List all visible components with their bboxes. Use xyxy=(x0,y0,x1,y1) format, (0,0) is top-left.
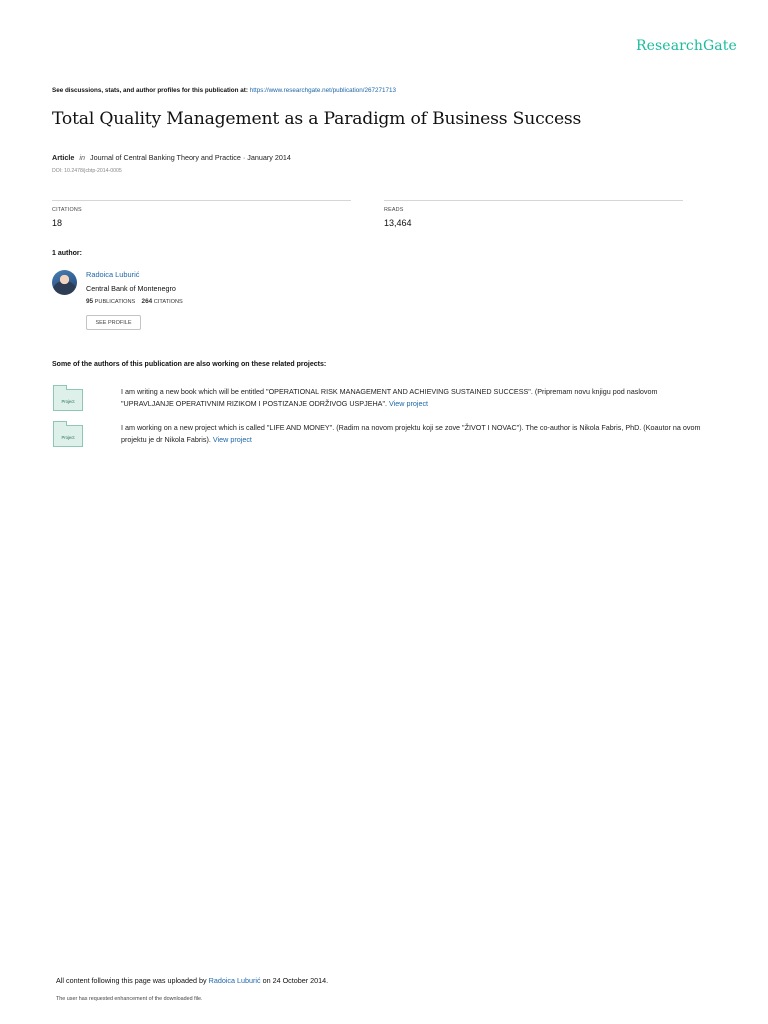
related-projects-heading: Some of the authors of this publication are also working on these related projects: xyxy=(52,361,327,368)
author-publications-label: PUBLICATIONS xyxy=(94,299,136,305)
publication-title: Total Quality Management as a Paradigm of Business Success xyxy=(52,109,582,129)
project-description: I am working on a new project which is called "LIFE AND MONEY". (Radim na novom projektu koji se zove "ŽIVOT I NOVAC"). The co-author is Nikola Fabris, PhD. (Koautor na ovom projektu je dr Nikola Fabris). xyxy=(121,423,701,444)
author-stats xyxy=(86,298,183,305)
project-thumb-label: Project xyxy=(61,399,75,404)
reads-divider xyxy=(384,200,683,201)
folder-tab xyxy=(53,385,67,390)
author-publications-count: 95 xyxy=(86,298,94,305)
see-profile-button[interactable]: SEE PROFILE xyxy=(86,315,141,330)
project-thumb-label: Project xyxy=(61,435,75,440)
publication-doi: DOI: 10.2478/jcbtp-2014-0005 xyxy=(52,168,122,174)
citations-value: 18 xyxy=(52,218,63,228)
author-name-link[interactable]: Radoica Luburić xyxy=(86,270,140,279)
uploader-link[interactable]: Radoica Luburić xyxy=(208,976,261,985)
enhancement-note: The user has requested enhancement of the downloaded file. xyxy=(56,996,203,1002)
project-folder-icon[interactable] xyxy=(53,425,83,447)
upload-suffix: on 24 October 2014. xyxy=(262,976,329,985)
reads-label: READS xyxy=(384,207,404,213)
author-citations-label: CITATIONS xyxy=(153,299,183,305)
publication-type: Article xyxy=(52,153,75,162)
authors-heading: 1 author: xyxy=(52,250,82,257)
publication-url-link[interactable]: https://www.researchgate.net/publication/267271713 xyxy=(249,87,397,94)
citations-divider xyxy=(52,200,351,201)
author-citations-count: 264 xyxy=(141,298,153,305)
researchgate-logo[interactable]: ResearchGate xyxy=(636,38,737,54)
publication-meta xyxy=(52,153,291,162)
folder-tab xyxy=(53,421,67,426)
upload-prefix: All content following this page was uploaded by xyxy=(56,976,207,985)
see-discussions-text: See discussions, stats, and author profiles for this publication at: xyxy=(52,87,248,94)
upload-note xyxy=(56,976,328,985)
project-item xyxy=(121,386,711,410)
project-item xyxy=(121,422,711,446)
reads-value: 13,464 xyxy=(384,218,412,228)
project-description: I am writing a new book which will be entitled "OPERATIONAL RISK MANAGEMENT AND ACHIEVING SUSTAINED SUCCESS". (Pripremam novu knjigu pod naslovom "UPRAVLJANJE OPERATIVNIM RIZIKOM I POSTIZANJE ODRŽIVOG USPJEHA". xyxy=(121,387,658,408)
citations-label: CITATIONS xyxy=(52,207,82,213)
author-institution: Central Bank of Montenegro xyxy=(86,284,176,293)
author-avatar[interactable] xyxy=(52,270,77,295)
publication-in: in xyxy=(79,153,85,162)
journal-date: Journal of Central Banking Theory and Practice · January 2014 xyxy=(89,153,291,162)
view-project-link[interactable]: View project xyxy=(212,435,252,444)
view-project-link[interactable]: View project xyxy=(389,399,429,408)
see-discussions-line xyxy=(52,87,396,94)
project-folder-icon[interactable] xyxy=(53,389,83,411)
